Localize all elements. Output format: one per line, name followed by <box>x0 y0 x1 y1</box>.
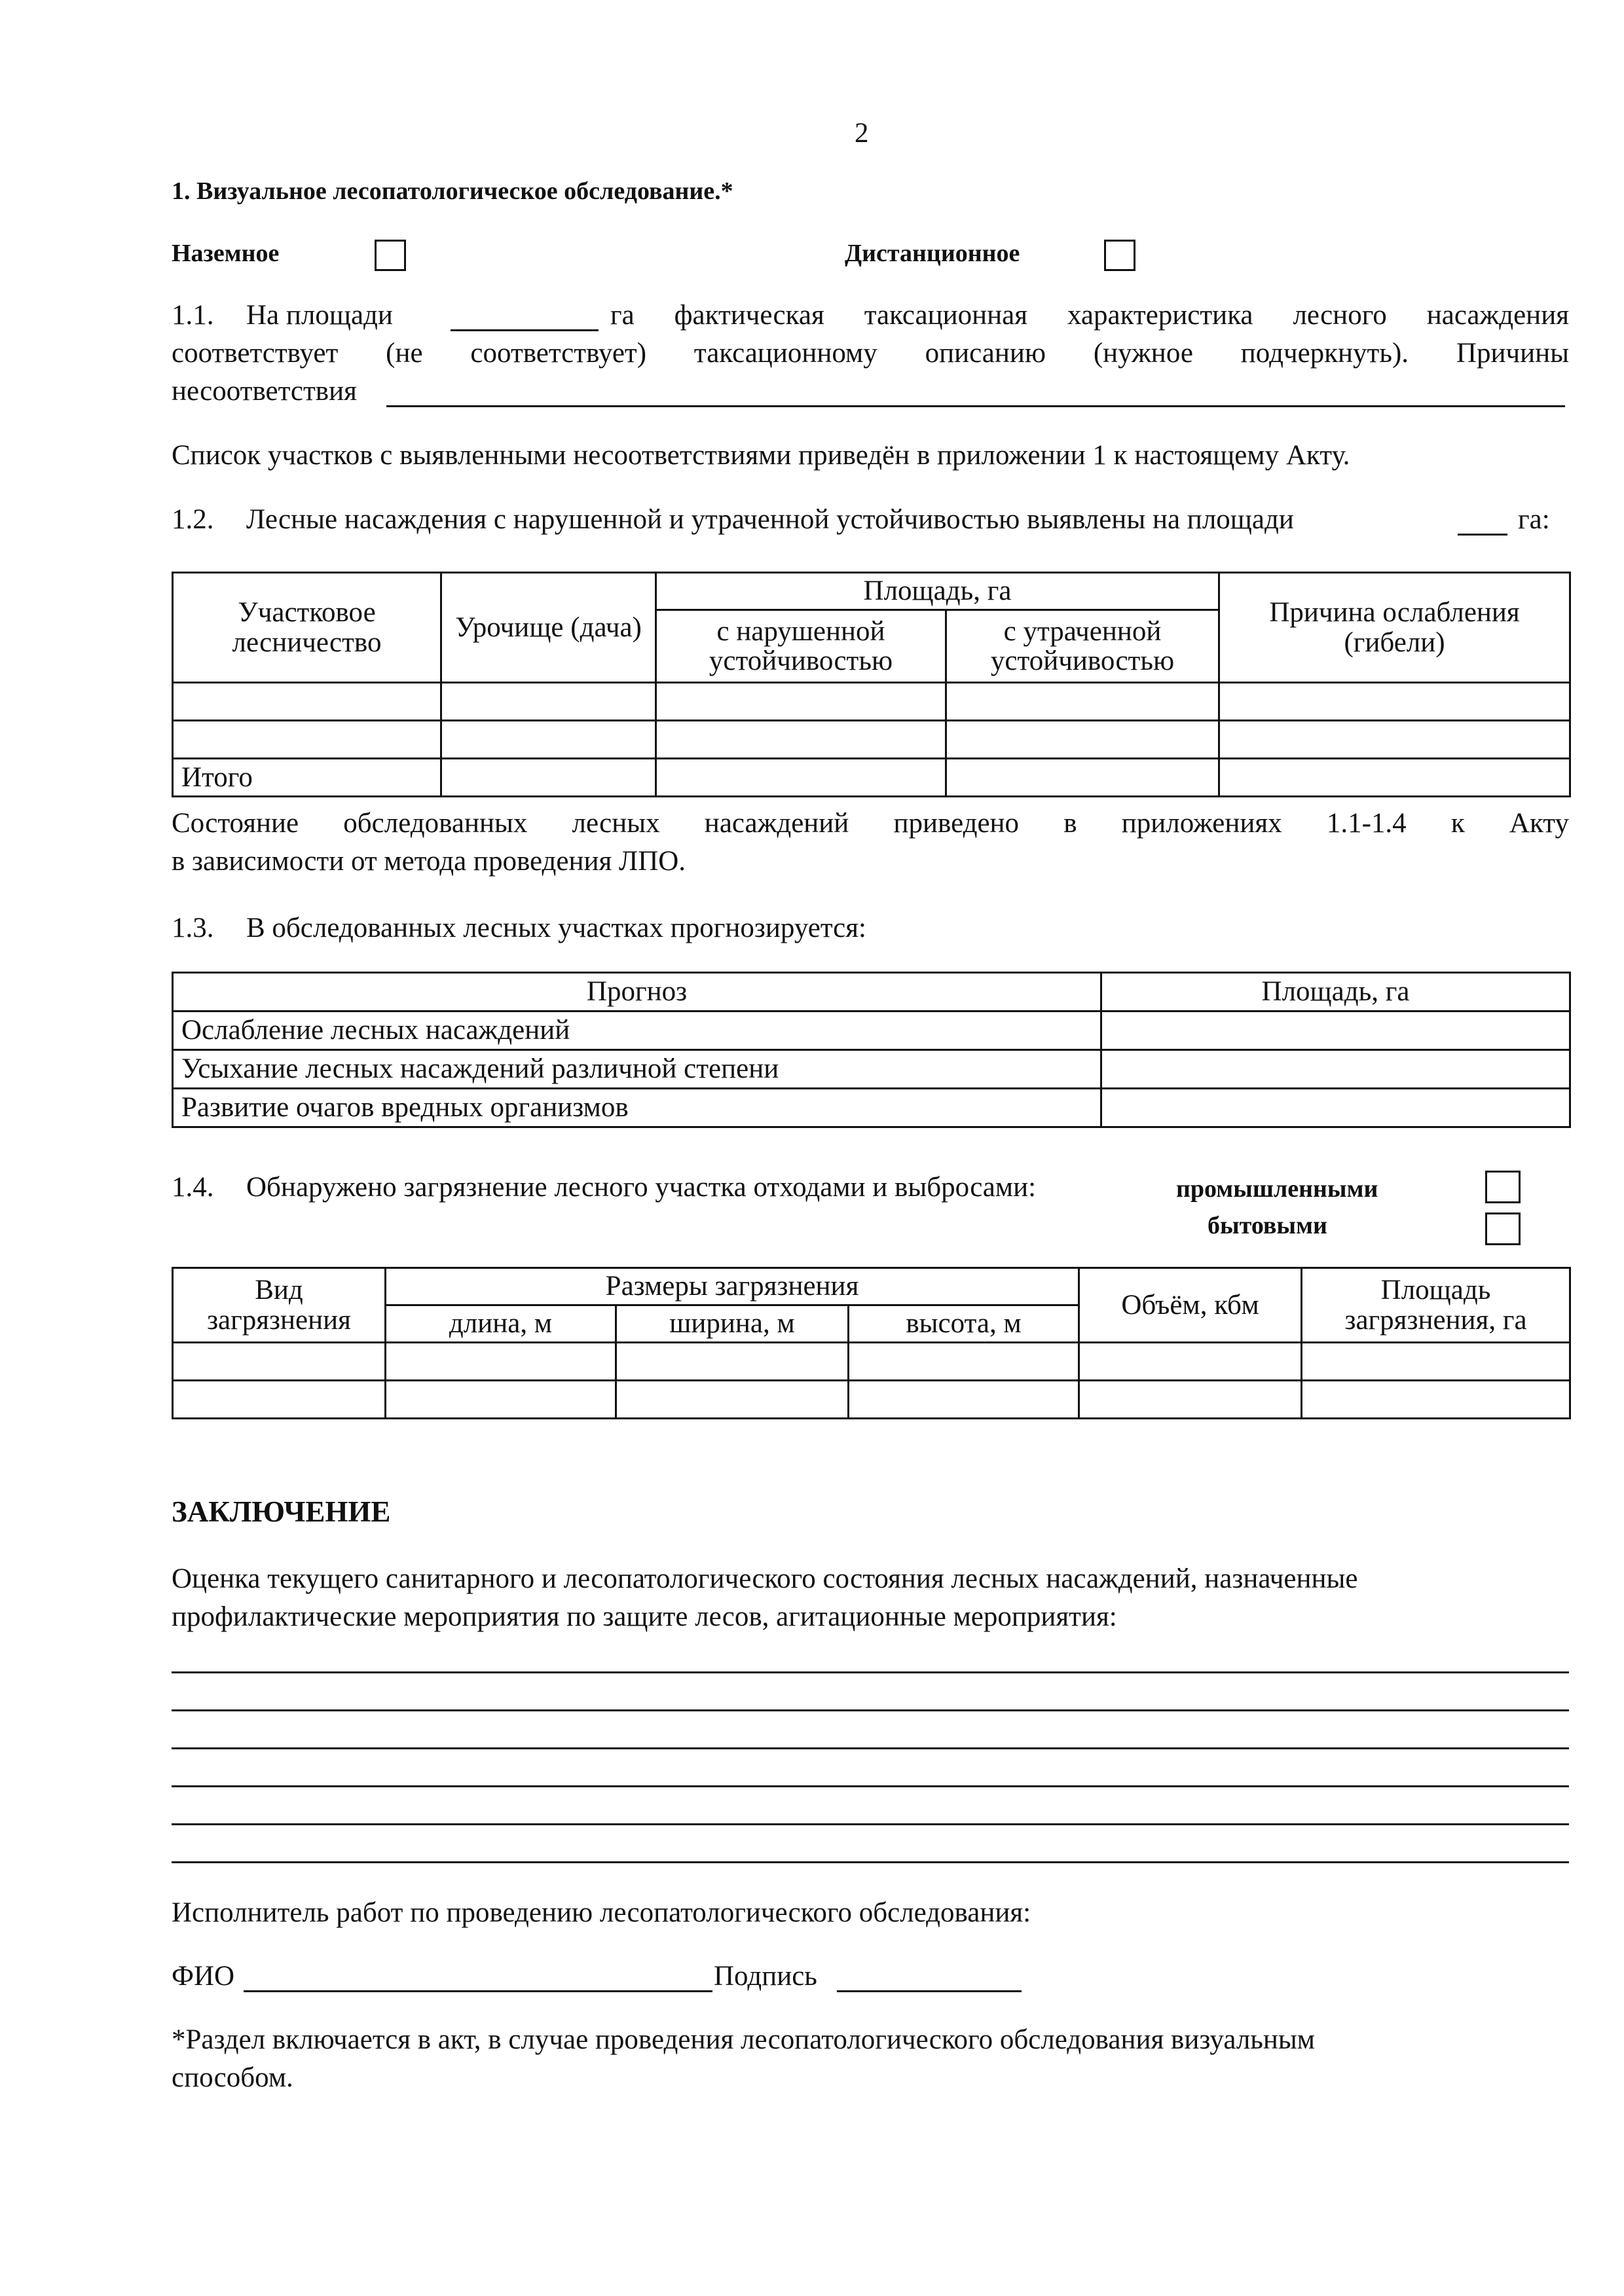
header-reason: Причина ослабления (гибели) <box>1219 573 1570 683</box>
table-row <box>173 683 1570 721</box>
fio-input-line[interactable] <box>244 1990 712 1992</box>
conclusion-input-line[interactable] <box>172 1785 1569 1787</box>
list-note: Список участков с выявленными несоответствиями приведён в приложении 1 к настоящему Акту. <box>172 440 1350 471</box>
total-row <box>173 759 1570 797</box>
table-row <box>173 1381 1570 1419</box>
table-row <box>173 1089 1570 1127</box>
household-label: бытовыми <box>1208 1212 1327 1239</box>
state-note-line-1: Состояние обследованных лесных насаждений приведено в приложениях 1.1-1.4 к Акту <box>172 808 1569 839</box>
header-volume: Объём, кбм <box>1079 1268 1302 1343</box>
conclusion-line-2: профилактические мероприятия по защите лесов, агитационные мероприятия: <box>172 1601 1117 1632</box>
paragraph-1-1-line-2: соответствует (не соответствует) таксационному описанию (нужное подчеркнуть). Причины <box>172 338 1569 369</box>
page-number: 2 <box>855 118 869 149</box>
signature-label: Подпись <box>714 1961 817 1992</box>
section-heading: 1. Визуальное лесопатологическое обследование.* <box>172 177 733 205</box>
paragraph-1-2-unit: га: <box>1518 504 1550 535</box>
executor-label: Исполнитель работ по проведению лесопатологического обследования: <box>172 1897 1031 1928</box>
remote-survey-label: Дистанционное <box>845 240 1020 267</box>
industrial-checkbox[interactable] <box>1485 1171 1521 1203</box>
remote-survey-checkbox[interactable] <box>1104 240 1135 271</box>
forecast-weakening: Ослабление лесных насаждений <box>173 1011 1101 1050</box>
table-row <box>173 1011 1570 1050</box>
table-row <box>173 1050 1570 1089</box>
header-pollution-type: Вид загрязнения <box>173 1268 386 1343</box>
header-forecast: Прогноз <box>173 973 1101 1011</box>
footnote-line-2: способом. <box>172 2062 293 2093</box>
table-row <box>173 721 1570 759</box>
ground-survey-checkbox[interactable] <box>375 240 406 271</box>
mismatch-reasons-input-line[interactable] <box>386 405 1565 407</box>
area-input-line[interactable] <box>451 329 599 331</box>
forecast-table <box>172 972 1571 1128</box>
paragraph-1-1-text-b: га фактическая таксационная характеристика лесного насаждения <box>610 300 1569 331</box>
fio-label: ФИО <box>172 1961 235 1992</box>
header-lost-stability: с утраченной устойчивостью <box>946 610 1219 683</box>
damaged-area-input-line[interactable] <box>1458 534 1507 536</box>
header-width: ширина, м <box>616 1305 849 1343</box>
paragraph-1-4-number: 1.4. <box>172 1172 214 1203</box>
forecast-pests: Развитие очагов вредных организмов <box>173 1089 1101 1127</box>
conclusion-line-1: Оценка текущего санитарного и лесопатологического состояния лесных насаждений, назначенные <box>172 1563 1358 1594</box>
paragraph-1-2-number: 1.2. <box>172 504 214 535</box>
conclusion-heading: ЗАКЛЮЧЕНИЕ <box>172 1495 391 1528</box>
industrial-label: промышленными <box>1176 1175 1378 1203</box>
household-checkbox[interactable] <box>1485 1212 1521 1245</box>
header-height: высота, м <box>849 1305 1079 1343</box>
paragraph-1-2-text: Лесные насаждения с нарушенной и утраченной устойчивостью выявлены на площади <box>246 504 1294 535</box>
forecast-drying: Усыхание лесных насаждений различной степени <box>173 1050 1101 1089</box>
paragraph-1-3-text: В обследованных лесных участках прогнозируется: <box>246 913 866 943</box>
pollution-table <box>172 1267 1571 1419</box>
conclusion-input-line[interactable] <box>172 1709 1569 1711</box>
header-area: Площадь, га <box>656 573 1219 610</box>
conclusion-input-line[interactable] <box>172 1747 1569 1749</box>
header-forecast-area: Площадь, га <box>1101 973 1570 1011</box>
paragraph-1-1-text-a: На площади <box>246 300 393 331</box>
header-pollution-size: Размеры загрязнения <box>386 1268 1079 1305</box>
header-pollution-area: Площадь загрязнения, га <box>1302 1268 1570 1343</box>
paragraph-1-1-line-3: несоответствия <box>172 376 357 407</box>
ground-survey-label: Наземное <box>172 240 280 267</box>
signature-input-line[interactable] <box>837 1990 1022 1992</box>
table-row <box>173 1343 1570 1381</box>
state-note-line-2: в зависимости от метода проведения ЛПО. <box>172 846 686 877</box>
paragraph-1-3-number: 1.3. <box>172 913 214 943</box>
paragraph-1-4-text: Обнаружено загрязнение лесного участка отходами и выбросами: <box>246 1172 1037 1203</box>
header-disturbed-stability: с нарушенной устойчивостью <box>656 610 946 683</box>
paragraph-1-1-number: 1.1. <box>172 300 214 331</box>
footnote-line-1: *Раздел включается в акт, в случае проведения лесопатологического обследования визуальным <box>172 2024 1316 2055</box>
header-length: длина, м <box>386 1305 616 1343</box>
conclusion-input-line[interactable] <box>172 1861 1569 1863</box>
header-district: Участковое лесничество <box>173 573 441 683</box>
damaged-stands-table <box>172 572 1571 797</box>
conclusion-input-line[interactable] <box>172 1823 1569 1825</box>
header-tract: Урочище (дача) <box>441 573 656 683</box>
total-label: Итого <box>173 759 441 797</box>
conclusion-input-line[interactable] <box>172 1671 1569 1673</box>
